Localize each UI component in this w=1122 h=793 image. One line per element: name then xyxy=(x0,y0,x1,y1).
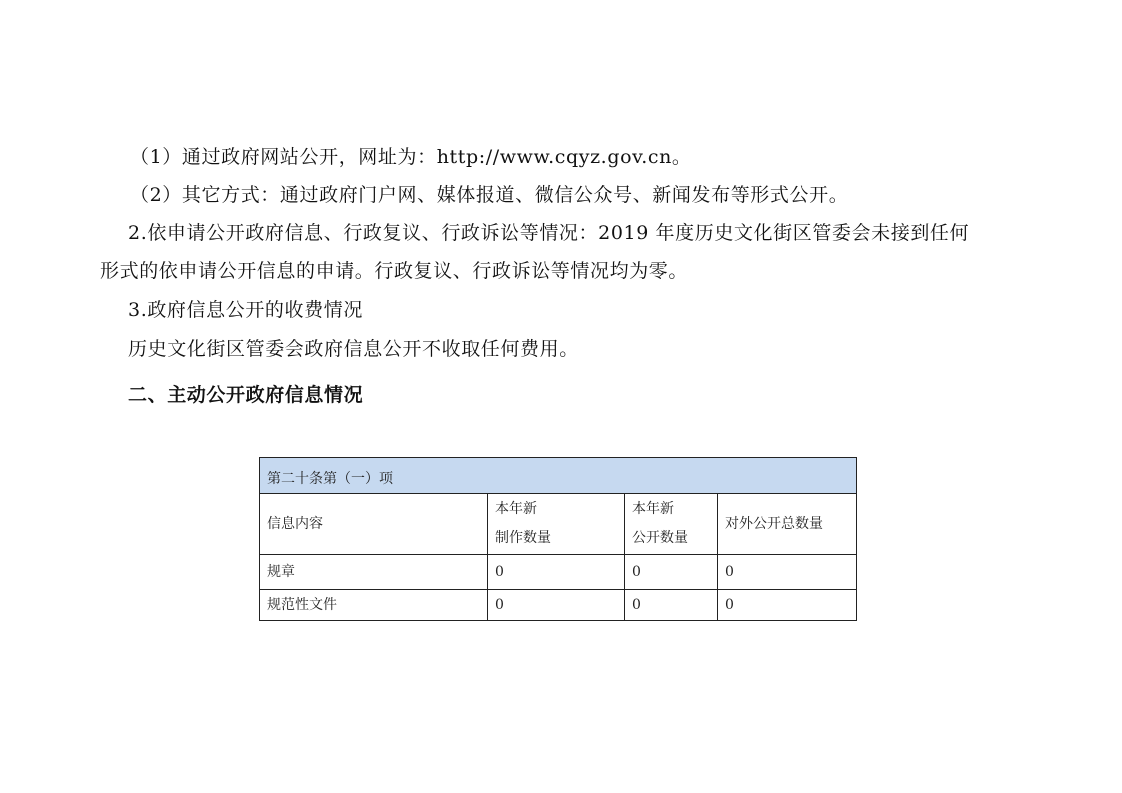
section-heading: 二、主动公开政府信息情况 xyxy=(128,384,364,406)
header-new-published: 本年新 公开数量 xyxy=(625,494,718,555)
info-table xyxy=(259,457,856,621)
header-new-made: 本年新 制作数量 xyxy=(488,494,625,555)
paragraph-fees-body: 历史文化街区管委会政府信息公开不收取任何费用。 xyxy=(128,338,579,360)
paragraph-application-line1: 2.依申请公开政府信息、行政复议、行政诉讼等情况：2019 年度历史文化街区管委会未接到任何 xyxy=(128,222,970,244)
paragraph-fees-title: 3.政府信息公开的收费情况 xyxy=(128,299,363,321)
row-made: 0 xyxy=(488,590,625,621)
table-row xyxy=(260,555,857,590)
row-total: 0 xyxy=(718,555,857,590)
row-label: 规章 xyxy=(260,555,488,590)
paragraph-other-methods: （2）其它方式：通过政府门户网、媒体报道、微信公众号、新闻发布等形式公开。 xyxy=(130,184,849,206)
table-caption: 第二十条第（一）项 xyxy=(260,458,857,494)
paragraph-website: （1）通过政府网站公开，网址为：http://www.cqyz.gov.cn。 xyxy=(130,146,692,168)
header-total-published: 对外公开总数量 xyxy=(718,494,857,555)
row-made: 0 xyxy=(488,555,625,590)
table-caption-row xyxy=(260,458,857,494)
row-total: 0 xyxy=(718,590,857,621)
row-label: 规范性文件 xyxy=(260,590,488,621)
row-published: 0 xyxy=(625,590,718,621)
table-row xyxy=(260,590,857,621)
table-header-row xyxy=(260,494,857,555)
row-published: 0 xyxy=(625,555,718,590)
header-info-content: 信息内容 xyxy=(260,494,488,555)
paragraph-application-line2: 形式的依申请公开信息的申请。行政复议、行政诉讼等情况均为零。 xyxy=(100,260,689,282)
